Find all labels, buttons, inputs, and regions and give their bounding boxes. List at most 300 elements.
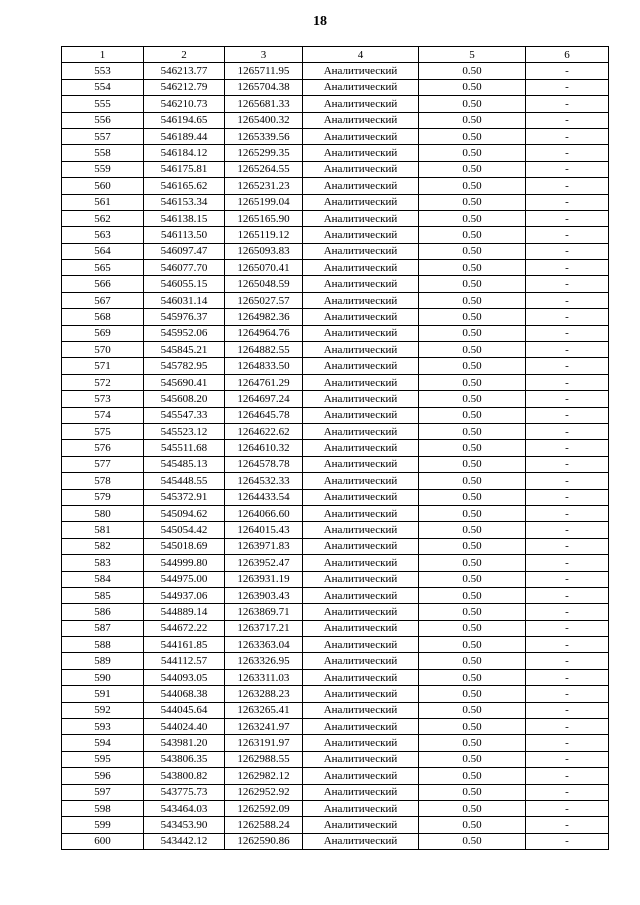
point-number-cell: 568 (62, 309, 144, 325)
table-row (62, 751, 609, 767)
y-coordinate-cell: 1263869.71 (225, 604, 303, 620)
method-cell: Аналитический (303, 210, 419, 226)
accuracy-cell: 0.50 (419, 96, 526, 112)
note-cell: - (526, 325, 609, 341)
y-coordinate-cell: 1265093.83 (225, 243, 303, 259)
point-number-cell: 589 (62, 653, 144, 669)
table-row (62, 702, 609, 718)
y-coordinate-cell: 1264532.33 (225, 473, 303, 489)
method-cell: Аналитический (303, 555, 419, 571)
table-row (62, 260, 609, 276)
x-coordinate-cell: 544975.00 (144, 571, 225, 587)
note-cell: - (526, 587, 609, 603)
point-number-cell: 595 (62, 751, 144, 767)
table-row (62, 358, 609, 374)
x-coordinate-cell: 546165.62 (144, 178, 225, 194)
accuracy-cell: 0.50 (419, 538, 526, 554)
point-number-cell: 554 (62, 79, 144, 95)
method-cell: Аналитический (303, 145, 419, 161)
y-coordinate-cell: 1264433.54 (225, 489, 303, 505)
coordinates-table (61, 46, 609, 850)
table-row (62, 292, 609, 308)
point-number-cell: 563 (62, 227, 144, 243)
x-coordinate-cell: 544161.85 (144, 637, 225, 653)
note-cell: - (526, 686, 609, 702)
table-row (62, 719, 609, 735)
accuracy-cell: 0.50 (419, 768, 526, 784)
column-header: 5 (419, 47, 526, 63)
x-coordinate-cell: 545690.41 (144, 374, 225, 390)
y-coordinate-cell: 1263363.04 (225, 637, 303, 653)
column-header: 3 (225, 47, 303, 63)
note-cell: - (526, 292, 609, 308)
accuracy-cell: 0.50 (419, 79, 526, 95)
method-cell: Аналитический (303, 161, 419, 177)
y-coordinate-cell: 1264761.29 (225, 374, 303, 390)
accuracy-cell: 0.50 (419, 784, 526, 800)
x-coordinate-cell: 544024.40 (144, 719, 225, 735)
note-cell: - (526, 538, 609, 554)
table-row (62, 227, 609, 243)
table-row (62, 194, 609, 210)
x-coordinate-cell: 545523.12 (144, 423, 225, 439)
method-cell: Аналитический (303, 686, 419, 702)
x-coordinate-cell: 544889.14 (144, 604, 225, 620)
point-number-cell: 594 (62, 735, 144, 751)
x-coordinate-cell: 544045.64 (144, 702, 225, 718)
method-cell: Аналитический (303, 800, 419, 816)
table-row (62, 178, 609, 194)
accuracy-cell: 0.50 (419, 407, 526, 423)
note-cell: - (526, 620, 609, 636)
x-coordinate-cell: 545054.42 (144, 522, 225, 538)
table-row (62, 63, 609, 79)
point-number-cell: 562 (62, 210, 144, 226)
note-cell: - (526, 309, 609, 325)
accuracy-cell: 0.50 (419, 210, 526, 226)
x-coordinate-cell: 545018.69 (144, 538, 225, 554)
accuracy-cell: 0.50 (419, 358, 526, 374)
table-row (62, 407, 609, 423)
note-cell: - (526, 522, 609, 538)
note-cell: - (526, 653, 609, 669)
table-row (62, 587, 609, 603)
table-row (62, 768, 609, 784)
method-cell: Аналитический (303, 128, 419, 144)
method-cell: Аналитический (303, 784, 419, 800)
point-number-cell: 575 (62, 423, 144, 439)
note-cell: - (526, 63, 609, 79)
note-cell: - (526, 604, 609, 620)
x-coordinate-cell: 546077.70 (144, 260, 225, 276)
table-row (62, 669, 609, 685)
note-cell: - (526, 391, 609, 407)
x-coordinate-cell: 544999.80 (144, 555, 225, 571)
table-row (62, 686, 609, 702)
x-coordinate-cell: 546113.50 (144, 227, 225, 243)
point-number-cell: 591 (62, 686, 144, 702)
method-cell: Аналитический (303, 538, 419, 554)
accuracy-cell: 0.50 (419, 473, 526, 489)
note-cell: - (526, 768, 609, 784)
x-coordinate-cell: 543775.73 (144, 784, 225, 800)
method-cell: Аналитический (303, 96, 419, 112)
point-number-cell: 583 (62, 555, 144, 571)
note-cell: - (526, 456, 609, 472)
point-number-cell: 598 (62, 800, 144, 816)
accuracy-cell: 0.50 (419, 686, 526, 702)
point-number-cell: 567 (62, 292, 144, 308)
note-cell: - (526, 719, 609, 735)
table-row (62, 538, 609, 554)
x-coordinate-cell: 545485.13 (144, 456, 225, 472)
y-coordinate-cell: 1265070.41 (225, 260, 303, 276)
note-cell: - (526, 555, 609, 571)
y-coordinate-cell: 1263931.19 (225, 571, 303, 587)
y-coordinate-cell: 1263903.43 (225, 587, 303, 603)
accuracy-cell: 0.50 (419, 751, 526, 767)
point-number-cell: 565 (62, 260, 144, 276)
table-row (62, 96, 609, 112)
note-cell: - (526, 833, 609, 849)
y-coordinate-cell: 1262982.12 (225, 768, 303, 784)
note-cell: - (526, 784, 609, 800)
y-coordinate-cell: 1263241.97 (225, 719, 303, 735)
point-number-cell: 558 (62, 145, 144, 161)
method-cell: Аналитический (303, 79, 419, 95)
table-row (62, 604, 609, 620)
y-coordinate-cell: 1263265.41 (225, 702, 303, 718)
accuracy-cell: 0.50 (419, 719, 526, 735)
y-coordinate-cell: 1263326.95 (225, 653, 303, 669)
table-row (62, 800, 609, 816)
method-cell: Аналитический (303, 112, 419, 128)
table-row (62, 79, 609, 95)
note-cell: - (526, 817, 609, 833)
point-number-cell: 581 (62, 522, 144, 538)
accuracy-cell: 0.50 (419, 440, 526, 456)
accuracy-cell: 0.50 (419, 374, 526, 390)
point-number-cell: 585 (62, 587, 144, 603)
table-row (62, 210, 609, 226)
table-header-row (62, 47, 609, 63)
method-cell: Аналитический (303, 620, 419, 636)
table-row (62, 473, 609, 489)
note-cell: - (526, 194, 609, 210)
y-coordinate-cell: 1265264.55 (225, 161, 303, 177)
method-cell: Аналитический (303, 374, 419, 390)
x-coordinate-cell: 545448.55 (144, 473, 225, 489)
y-coordinate-cell: 1265339.56 (225, 128, 303, 144)
note-cell: - (526, 702, 609, 718)
accuracy-cell: 0.50 (419, 128, 526, 144)
point-number-cell: 580 (62, 505, 144, 521)
method-cell: Аналитический (303, 833, 419, 849)
note-cell: - (526, 96, 609, 112)
x-coordinate-cell: 545782.95 (144, 358, 225, 374)
accuracy-cell: 0.50 (419, 63, 526, 79)
y-coordinate-cell: 1265711.95 (225, 63, 303, 79)
method-cell: Аналитический (303, 505, 419, 521)
point-number-cell: 572 (62, 374, 144, 390)
table-row (62, 505, 609, 521)
table-row (62, 637, 609, 653)
x-coordinate-cell: 544112.57 (144, 653, 225, 669)
accuracy-cell: 0.50 (419, 145, 526, 161)
method-cell: Аналитический (303, 63, 419, 79)
accuracy-cell: 0.50 (419, 489, 526, 505)
point-number-cell: 571 (62, 358, 144, 374)
table-row (62, 571, 609, 587)
accuracy-cell: 0.50 (419, 342, 526, 358)
method-cell: Аналитический (303, 702, 419, 718)
table-row (62, 145, 609, 161)
point-number-cell: 564 (62, 243, 144, 259)
method-cell: Аналитический (303, 456, 419, 472)
table-row (62, 128, 609, 144)
note-cell: - (526, 161, 609, 177)
x-coordinate-cell: 543981.20 (144, 735, 225, 751)
accuracy-cell: 0.50 (419, 260, 526, 276)
y-coordinate-cell: 1265165.90 (225, 210, 303, 226)
note-cell: - (526, 440, 609, 456)
method-cell: Аналитический (303, 243, 419, 259)
accuracy-cell: 0.50 (419, 817, 526, 833)
point-number-cell: 586 (62, 604, 144, 620)
table-row (62, 112, 609, 128)
table-row (62, 784, 609, 800)
note-cell: - (526, 145, 609, 161)
table-row (62, 456, 609, 472)
y-coordinate-cell: 1262588.24 (225, 817, 303, 833)
y-coordinate-cell: 1264697.24 (225, 391, 303, 407)
x-coordinate-cell: 543453.90 (144, 817, 225, 833)
x-coordinate-cell: 543464.03 (144, 800, 225, 816)
page-number: 18 (313, 14, 327, 29)
method-cell: Аналитический (303, 587, 419, 603)
table-row (62, 653, 609, 669)
accuracy-cell: 0.50 (419, 833, 526, 849)
accuracy-cell: 0.50 (419, 243, 526, 259)
table-row (62, 735, 609, 751)
x-coordinate-cell: 544093.05 (144, 669, 225, 685)
accuracy-cell: 0.50 (419, 178, 526, 194)
x-coordinate-cell: 546175.81 (144, 161, 225, 177)
accuracy-cell: 0.50 (419, 637, 526, 653)
point-number-cell: 573 (62, 391, 144, 407)
point-number-cell: 592 (62, 702, 144, 718)
method-cell: Аналитический (303, 522, 419, 538)
note-cell: - (526, 489, 609, 505)
point-number-cell: 582 (62, 538, 144, 554)
table-body (62, 63, 609, 850)
accuracy-cell: 0.50 (419, 555, 526, 571)
y-coordinate-cell: 1262590.86 (225, 833, 303, 849)
x-coordinate-cell: 545372.91 (144, 489, 225, 505)
accuracy-cell: 0.50 (419, 456, 526, 472)
y-coordinate-cell: 1263952.47 (225, 555, 303, 571)
note-cell: - (526, 374, 609, 390)
method-cell: Аналитический (303, 260, 419, 276)
note-cell: - (526, 112, 609, 128)
x-coordinate-cell: 546153.34 (144, 194, 225, 210)
method-cell: Аналитический (303, 407, 419, 423)
x-coordinate-cell: 546212.79 (144, 79, 225, 95)
y-coordinate-cell: 1264610.32 (225, 440, 303, 456)
method-cell: Аналитический (303, 489, 419, 505)
y-coordinate-cell: 1262592.09 (225, 800, 303, 816)
note-cell: - (526, 669, 609, 685)
note-cell: - (526, 751, 609, 767)
point-number-cell: 584 (62, 571, 144, 587)
point-number-cell: 578 (62, 473, 144, 489)
note-cell: - (526, 260, 609, 276)
accuracy-cell: 0.50 (419, 800, 526, 816)
accuracy-cell: 0.50 (419, 653, 526, 669)
table-row (62, 423, 609, 439)
x-coordinate-cell: 546210.73 (144, 96, 225, 112)
y-coordinate-cell: 1263191.97 (225, 735, 303, 751)
accuracy-cell: 0.50 (419, 112, 526, 128)
point-number-cell: 559 (62, 161, 144, 177)
y-coordinate-cell: 1262952.92 (225, 784, 303, 800)
x-coordinate-cell: 546213.77 (144, 63, 225, 79)
y-coordinate-cell: 1265681.33 (225, 96, 303, 112)
note-cell: - (526, 79, 609, 95)
method-cell: Аналитический (303, 194, 419, 210)
method-cell: Аналитический (303, 751, 419, 767)
x-coordinate-cell: 545094.62 (144, 505, 225, 521)
point-number-cell: 599 (62, 817, 144, 833)
note-cell: - (526, 342, 609, 358)
point-number-cell: 596 (62, 768, 144, 784)
note-cell: - (526, 178, 609, 194)
x-coordinate-cell: 546097.47 (144, 243, 225, 259)
y-coordinate-cell: 1264578.78 (225, 456, 303, 472)
table-row (62, 325, 609, 341)
x-coordinate-cell: 545845.21 (144, 342, 225, 358)
column-header: 2 (144, 47, 225, 63)
method-cell: Аналитический (303, 178, 419, 194)
method-cell: Аналитический (303, 735, 419, 751)
note-cell: - (526, 505, 609, 521)
method-cell: Аналитический (303, 342, 419, 358)
note-cell: - (526, 128, 609, 144)
point-number-cell: 597 (62, 784, 144, 800)
note-cell: - (526, 735, 609, 751)
point-number-cell: 600 (62, 833, 144, 849)
column-header: 6 (526, 47, 609, 63)
method-cell: Аналитический (303, 719, 419, 735)
y-coordinate-cell: 1265400.32 (225, 112, 303, 128)
y-coordinate-cell: 1263288.23 (225, 686, 303, 702)
table-row (62, 440, 609, 456)
accuracy-cell: 0.50 (419, 309, 526, 325)
y-coordinate-cell: 1263717.21 (225, 620, 303, 636)
x-coordinate-cell: 544672.22 (144, 620, 225, 636)
y-coordinate-cell: 1264882.55 (225, 342, 303, 358)
point-number-cell: 576 (62, 440, 144, 456)
accuracy-cell: 0.50 (419, 505, 526, 521)
point-number-cell: 560 (62, 178, 144, 194)
note-cell: - (526, 407, 609, 423)
table-row (62, 342, 609, 358)
column-header: 4 (303, 47, 419, 63)
method-cell: Аналитический (303, 423, 419, 439)
method-cell: Аналитический (303, 309, 419, 325)
y-coordinate-cell: 1265027.57 (225, 292, 303, 308)
point-number-cell: 587 (62, 620, 144, 636)
x-coordinate-cell: 543800.82 (144, 768, 225, 784)
point-number-cell: 590 (62, 669, 144, 685)
table-row (62, 833, 609, 849)
point-number-cell: 570 (62, 342, 144, 358)
point-number-cell: 553 (62, 63, 144, 79)
x-coordinate-cell: 546138.15 (144, 210, 225, 226)
note-cell: - (526, 276, 609, 292)
y-coordinate-cell: 1264645.78 (225, 407, 303, 423)
accuracy-cell: 0.50 (419, 571, 526, 587)
x-coordinate-cell: 543442.12 (144, 833, 225, 849)
accuracy-cell: 0.50 (419, 522, 526, 538)
method-cell: Аналитический (303, 653, 419, 669)
note-cell: - (526, 637, 609, 653)
method-cell: Аналитический (303, 292, 419, 308)
table-row (62, 817, 609, 833)
table-row (62, 243, 609, 259)
point-number-cell: 588 (62, 637, 144, 653)
table-row (62, 555, 609, 571)
accuracy-cell: 0.50 (419, 735, 526, 751)
method-cell: Аналитический (303, 571, 419, 587)
note-cell: - (526, 243, 609, 259)
y-coordinate-cell: 1265119.12 (225, 227, 303, 243)
table-row (62, 309, 609, 325)
note-cell: - (526, 571, 609, 587)
y-coordinate-cell: 1265199.04 (225, 194, 303, 210)
accuracy-cell: 0.50 (419, 292, 526, 308)
y-coordinate-cell: 1265299.35 (225, 145, 303, 161)
x-coordinate-cell: 544068.38 (144, 686, 225, 702)
note-cell: - (526, 227, 609, 243)
method-cell: Аналитический (303, 440, 419, 456)
method-cell: Аналитический (303, 817, 419, 833)
accuracy-cell: 0.50 (419, 669, 526, 685)
table-row (62, 391, 609, 407)
method-cell: Аналитический (303, 325, 419, 341)
method-cell: Аналитический (303, 473, 419, 489)
method-cell: Аналитический (303, 227, 419, 243)
y-coordinate-cell: 1262988.55 (225, 751, 303, 767)
accuracy-cell: 0.50 (419, 227, 526, 243)
y-coordinate-cell: 1264982.36 (225, 309, 303, 325)
method-cell: Аналитический (303, 768, 419, 784)
method-cell: Аналитический (303, 358, 419, 374)
accuracy-cell: 0.50 (419, 276, 526, 292)
note-cell: - (526, 473, 609, 489)
accuracy-cell: 0.50 (419, 391, 526, 407)
x-coordinate-cell: 545952.06 (144, 325, 225, 341)
accuracy-cell: 0.50 (419, 604, 526, 620)
y-coordinate-cell: 1263311.03 (225, 669, 303, 685)
table-row (62, 620, 609, 636)
y-coordinate-cell: 1265231.23 (225, 178, 303, 194)
table-row (62, 374, 609, 390)
method-cell: Аналитический (303, 391, 419, 407)
column-header: 1 (62, 47, 144, 63)
table-row (62, 489, 609, 505)
x-coordinate-cell: 545976.37 (144, 309, 225, 325)
